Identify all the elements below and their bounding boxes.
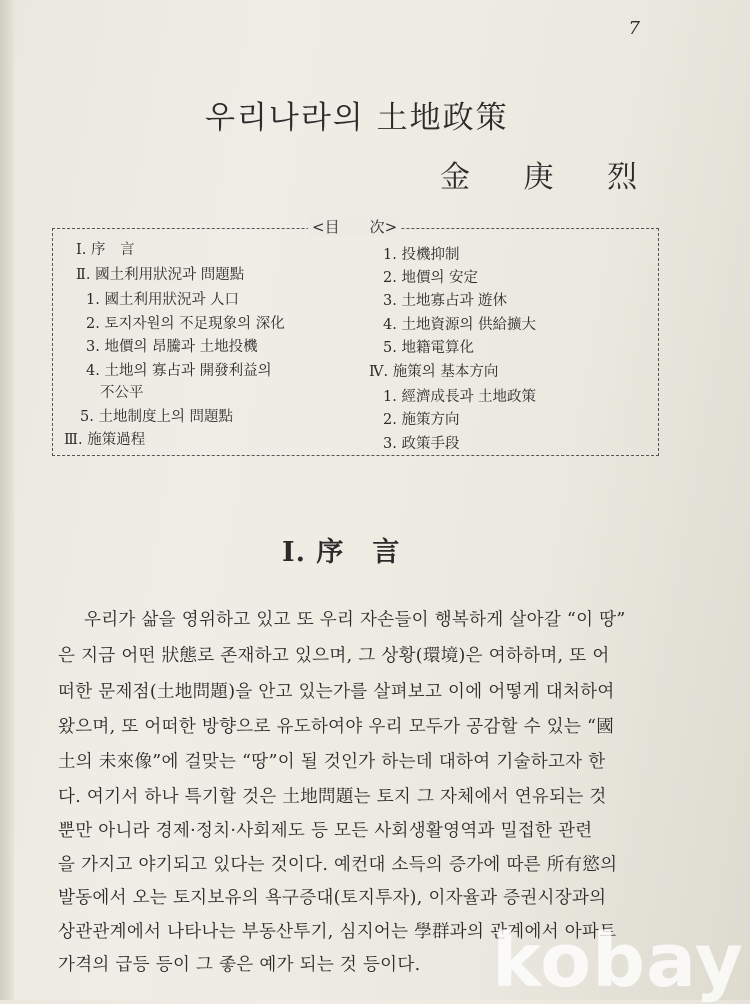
body-line: 떠한 문제점(土地問題)을 안고 있는가를 살펴보고 이에 어떻게 대처하여	[58, 682, 615, 702]
toc-heading: <目 次>	[308, 216, 401, 237]
body-line: 왔으며, 또 어떠한 방향으로 유도하여야 우리 모두가 공감할 수 있는 “國	[58, 717, 615, 737]
toc-item: Ⅱ. 國土利用狀況과 問題點	[76, 267, 245, 283]
toc-item: 1. 投機抑制	[383, 247, 460, 263]
toc-item: 不公平	[100, 385, 144, 401]
article-title: 우리나라의 土地政策	[205, 100, 509, 136]
toc-item: 5. 地籍電算化	[383, 340, 474, 356]
page-edge	[0, 0, 14, 1000]
toc-item: 1. 經濟成長과 土地政策	[383, 389, 537, 405]
toc-item: 1. 國土利用狀況과 人口	[86, 292, 240, 308]
body-line: 土의 未來像”에 걸맞는 “땅”이 될 것인가 하는데 대하여 기술하고자 한	[58, 752, 606, 772]
toc-item: 2. 토지자원의 不足現象의 深化	[86, 316, 285, 332]
toc-item: Ⅰ. 序 言	[76, 242, 135, 258]
body-line: 을 가지고 야기되고 있다는 것이다. 예컨대 소득의 증가에 따른 所有慾의	[58, 855, 618, 875]
body-line: 우리가 삶을 영위하고 있고 또 우리 자손들이 행복하게 살아갈 “이 땅”	[84, 610, 626, 630]
body-line: 은 지금 어떤 狀態로 존재하고 있으며, 그 상황(環境)은 여하하며, 또 어	[58, 646, 610, 666]
body-line: 상관관계에서 나타나는 부동산투기, 심지어는 學群과의 관계에서 아파트	[58, 922, 617, 942]
section-heading: Ⅰ. 序 言	[282, 537, 401, 568]
body-line: 발동에서 오는 토지보유의 욕구증대(토지투자), 이자율과 증권시장과의	[58, 888, 607, 908]
toc-item: 2. 施策方向	[383, 412, 460, 428]
toc-item: Ⅳ. 施策의 基本方向	[369, 364, 499, 380]
page-number: 7	[628, 18, 640, 39]
toc-item: 3. 地價의 昂騰과 土地投機	[86, 339, 258, 355]
body-line: 다. 여기서 하나 특기할 것은 土地問題는 토지 그 자체에서 연유되는 것	[58, 787, 607, 807]
toc-item: 3. 政策手段	[383, 436, 460, 452]
body-line: 가격의 급등 등이 그 좋은 예가 되는 것 등이다.	[58, 955, 421, 975]
toc-item: 2. 地價의 安定	[383, 270, 479, 286]
body-line: 뿐만 아니라 경제·정치·사회제도 등 모든 사회생활영역과 밀접한 관련	[58, 821, 593, 841]
toc-item: 4. 土地의 寡占과 開發利益의	[86, 363, 272, 379]
toc-item: 5. 土地制度上의 問題點	[80, 409, 234, 425]
toc-item: 4. 土地資源의 供給擴大	[383, 317, 537, 333]
toc-item: Ⅲ. 施策過程	[64, 432, 146, 448]
watermark-logo: kobay	[492, 918, 744, 1004]
author-name: 金 庚 烈	[440, 160, 660, 195]
toc-item: 3. 土地寡占과 遊休	[383, 293, 508, 309]
